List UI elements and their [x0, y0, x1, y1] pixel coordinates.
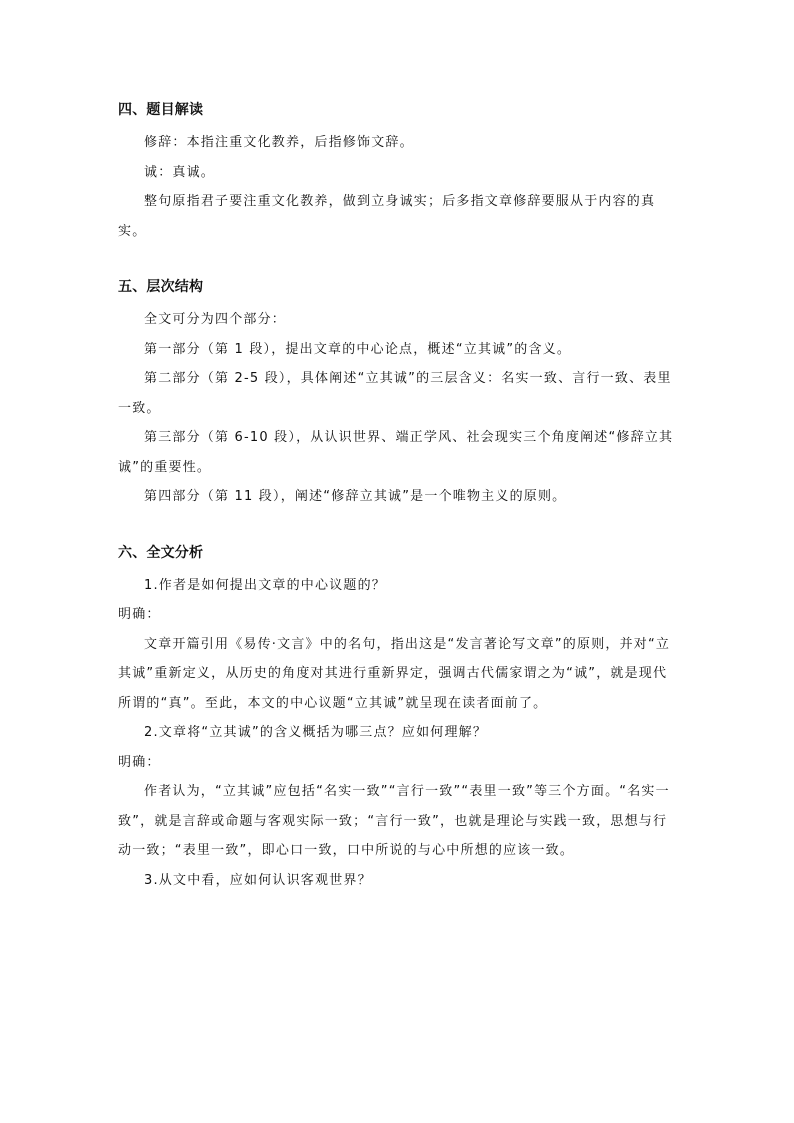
question: 3.从文中看，应如何认识客观世界？	[144, 872, 372, 888]
section-title-interpretation	[118, 100, 680, 246]
section-heading: 六、全文分析	[118, 544, 204, 561]
section-heading: 五、层次结构	[118, 279, 204, 295]
paragraph: 第一部分（第 1 段），提出文章的中心论点，概述“立其诚”的含义。	[144, 341, 572, 357]
section-heading: 四、题目解读	[118, 102, 204, 118]
section-gap	[118, 512, 680, 543]
paragraph: 整句原指君子要注重文化教养，做到立身诚实；后多指文章修辞要服从于内容的真实。	[118, 194, 656, 239]
question: 2.文章将“立其诚”的含义概括为哪三点？应如何理解？	[144, 725, 488, 740]
paragraph: 第二部分（第 2-5 段），具体阐述“立其诚”的三层含义：名实一致、言行一致、表里一致。	[118, 371, 672, 416]
paragraph: 第三部分（第 6-10 段），从认识世界、端正学风、社会现实三个角度阐述“修辞立其诚”的重要性。	[118, 430, 674, 475]
answer-label: 明确：	[118, 754, 161, 770]
section-gap	[118, 246, 680, 277]
question: 1.作者是如何提出文章的中心议题的？	[144, 577, 387, 593]
answer-paragraph: 作者认为，“立其诚”应包括“名实一致”“言行一致”“表里一致”等三个方面。“名实一致”，就是言辞或命题与客观实际一致；“言行一致”，也就是理论与实践一致，思想与行动一致；“表里一致”，即心口一致，口中所说的与心中所想的应该一致。	[118, 784, 670, 858]
section-analysis	[118, 543, 680, 896]
document-content	[118, 100, 680, 895]
paragraph: 修辞：本指注重文化教养，后指修饰文辞。	[144, 135, 414, 150]
answer-label: 明确：	[118, 607, 161, 622]
paragraph: 第四部分（第 11 段），阐述“修辞立其诚”是一个唯物主义的原则。	[144, 489, 567, 504]
paragraph: 诚：真诚。	[144, 164, 216, 180]
paragraph: 全文可分为四个部分：	[144, 312, 287, 327]
answer-paragraph: 文章开篇引用《易传·文言》中的名句，指出这是“发言著论写文章”的原则，并对“立其诚”重新定义，从历史的角度对其进行重新界定，强调古代儒家谓之为“诚”，就是现代所谓的“真”。至此，本文的中心议题“立其诚”就呈现在读者面前了。	[118, 636, 671, 711]
section-structure	[118, 277, 680, 512]
